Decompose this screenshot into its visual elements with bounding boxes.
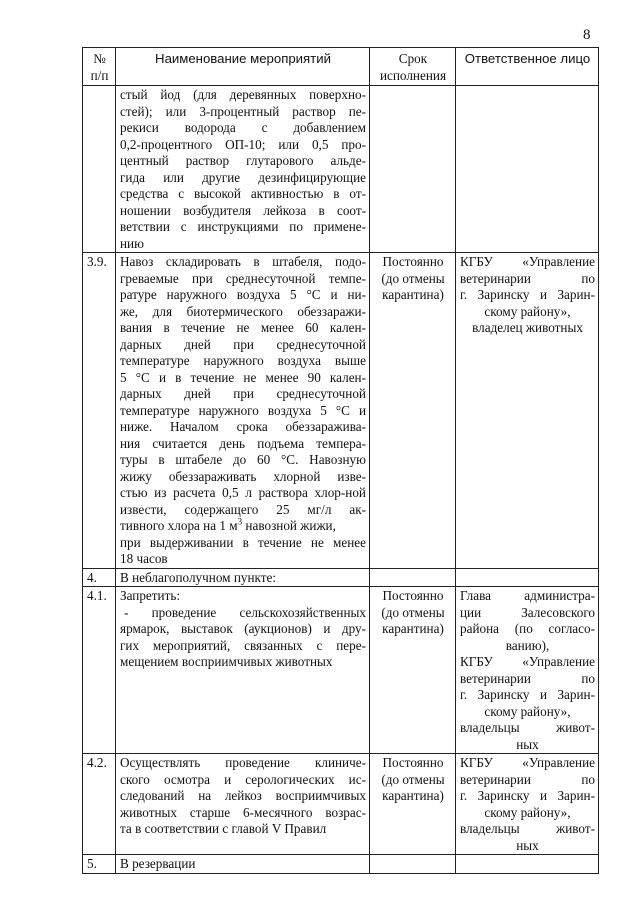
responsible-cell	[456, 855, 599, 874]
term-cell: Постоянно (до отмены карантина)	[370, 587, 456, 754]
term-cell	[370, 568, 456, 587]
header-name: Наименование мероприятий	[116, 48, 370, 86]
table-row-5	[83, 855, 599, 874]
term-cell: Постоянно (до отмены карантина)	[370, 253, 456, 569]
row-num: 4.2.	[83, 754, 116, 855]
term-cell	[370, 86, 456, 253]
responsible-cell	[456, 86, 599, 253]
responsible-cell	[456, 568, 599, 587]
row-num: 3.9.	[83, 253, 116, 569]
responsible-cell: КГБУ «Управление ветеринарии по г. Заринску и Зарин- скому району», владелец животных	[456, 253, 599, 569]
measure-text: стый йод (для деревянных поверхно- стей); или 3-процентный раствор пе- рекиси водорода с добавлением 0,2-процентного ОП-10; или 0,5 про- центный раствор глутарового альде- гида или другие дезинфицирующие средства с высокой активностью в от- ношении возбудителя лейкоза в соот- ветствии с инструкциями по примене- нию	[116, 86, 370, 253]
table-row-4	[83, 568, 599, 587]
header-num: № п/п	[83, 48, 116, 86]
section-title: В резервации	[116, 855, 370, 874]
row-num: 4.	[83, 568, 116, 587]
header-responsible: Ответственное лицо	[456, 48, 599, 86]
measure-text: Запретить: - проведение сельскохозяйственных ярмарок, выставок (аукционов) и дру- гих мероприятий, связанных с пере- мещением восприимчивых животных	[116, 587, 370, 754]
measure-text: Осуществлять проведение клиниче- ского осмотра и серологических ис- следований на лейкоз восприимчивых животных старше 6-месячного возрас- та в соответствии с главой V Правил	[116, 754, 370, 855]
row-num-cell	[83, 86, 116, 253]
page-number: 8	[583, 27, 591, 43]
section-title: В неблагополучном пункте:	[116, 568, 370, 587]
table-row-4-2	[83, 754, 599, 855]
row-num: 4.1.	[83, 587, 116, 754]
table-row-continued	[83, 86, 599, 253]
table-row-3-9	[83, 253, 599, 569]
measures-table	[82, 47, 599, 874]
responsible-cell: КГБУ «Управление ветеринарии по г. Заринску и Зарин- скому району», владельцы живот- ных	[456, 754, 599, 855]
term-cell	[370, 855, 456, 874]
measure-text: Навоз складировать в штабеля, подо- греваемые при среднесуточной темпе- ратуре наружного воздуха 5 °С и ни- же, для биотермического обеззаражи- вания в течение не менее 60 кален- дарных дней при среднесуточной температуре наружного воздуха выше 5 °С и в течение не менее 90 кален- дарных дней при среднесуточной температуре наружного воздуха 5 °С и ниже. Началом срока обеззаражива- ния считается день подъема темпера- туры в штабеле до 60 °С. Навозную жижу обеззараживать хлорной изве- стью из расчета 0,5 л раствора хлор-ной извести, содержащего 25 мг/л ак- тивного хлора на 1 $м^3$ навозной жижи, при выдерживании в течение не менее 18 часов	[116, 253, 370, 569]
table-row-4-1	[83, 587, 599, 754]
row-num: 5.	[83, 855, 116, 874]
table-header-row	[83, 48, 599, 86]
header-term: Срок исполнения	[370, 48, 456, 86]
term-cell: Постоянно (до отмены карантина)	[370, 754, 456, 855]
responsible-cell: Глава администра- ции Залесовского района (по согласо- ванию), КГБУ «Управление ветеринарии по г. Заринску и Зарин- скому району», владельцы живот- ных	[456, 587, 599, 754]
